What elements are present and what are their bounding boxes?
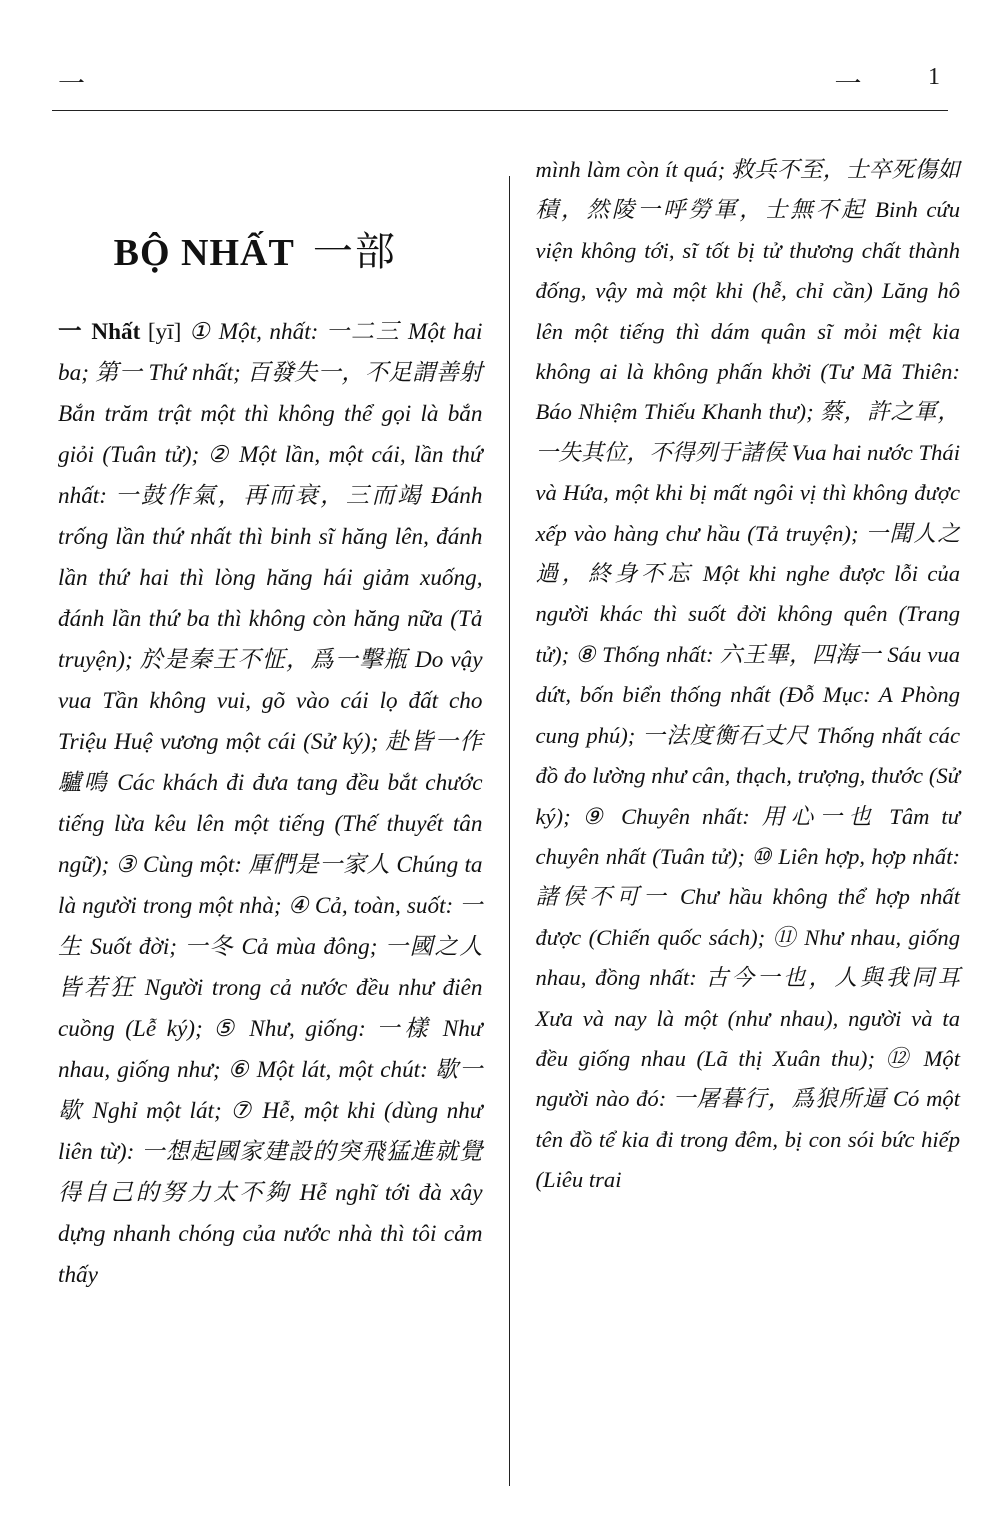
entry-senses-left: ① Một, nhất: 一二三 Một hai ba; 第一 Thứ nhất; 百發失一，不足謂善射 Bắn trăm trật một thì không thể gọi là bắn giỏi (Tuân tử); ② Một lần, một cái, lần thứ nhất: 一鼓作氣，再而衰，三而竭 Đánh trống lần thứ nhất thì binh sĩ hăng lên, đánh lần thứ hai thì lòng hăng hái giảm xuống, đánh lần thứ ba thì không còn hăng nữa (Tả truyện); 於是秦王不怔，爲一擊瓶 Do vậy vua Tần không vui, gõ vào cái lọ đất cho Triệu Huệ vương một cái (Sử ký); 赴皆一作驢鳴 Các khách đi đưa tang đều bắt chước tiếng lừa kêu lên một tiếng (Thế thuyết tân ngữ); ③ Cùng một: 厙們是一家人 Chúng ta là người trong một nhà; ④ Cả, toàn, suốt: 一生 Suốt đời; 一冬 Cả mùa đông; 一國之人皆若狂 Người trong cả nước đều như điên cuồng (Lễ ký); ⑤ Như, giống: 一樣 Như nhau, giống như; ⑥ Một lát, một chút: 歇一歇 Nghỉ một lát; ⑦ Hễ, một khi (dùng như liên từ): 一想起國家建設的突飛猛進就覺得自己的努力太不夠 Hễ nghĩ tới đà xây dựng nhanh chóng của nước nhà thì tôi cảm thấy	[58, 319, 483, 1288]
headword-character: 一	[58, 317, 84, 345]
header-right-radical: 一	[834, 69, 862, 100]
headword-pinyin: [yī]	[147, 319, 182, 345]
section-title-vn: BỘ NHẤT	[113, 232, 295, 274]
header-rule	[52, 110, 948, 111]
section-title	[58, 220, 483, 277]
running-header	[52, 62, 948, 112]
two-column-body	[58, 150, 960, 1488]
right-column	[536, 150, 961, 1488]
headword-reading: Nhất	[91, 319, 141, 345]
section-title-cjk: 一部	[312, 229, 397, 275]
column-divider	[509, 176, 510, 1486]
entry-body-left	[58, 311, 483, 1296]
page-number: 1	[928, 64, 940, 90]
left-column	[58, 150, 505, 1488]
header-left-radical: 一	[58, 69, 86, 100]
entry-senses-right: mình làm còn ít quá; 救兵不至，士卒死傷如積，然陵一呼勞軍，士無不起 Binh cứu viện không tới, sĩ tốt bị tử thương chất thành đống, vậy mà một khi (hễ, chỉ cần) Lăng hô lên một tiếng thì dám quân sĩ mỏi mệt kia không ai là không phấn khởi (Tư Mã Thiên: Báo Nhiệm Thiếu Khanh thư); 蔡，許之軍，一失其位，不得列于諸侯 Vua hai nước Thái và Hứa, một khi bị mất ngôi vị thì không được xếp vào hàng chư hầu (Tả truyện); 一聞人之過，終身不忘 Một khi nghe được lỗi của người khác thì suốt đời không quên (Trang tử); ⑧ Thống nhất: 六王畢，四海一 Sáu vua dứt, bốn biển thống nhất (Đỗ Mục: A Phòng cung phú); 一法度衡石丈尺 Thống nhất các đồ đo lường như cân, thạch, trượng, thước (Sử ký); ⑨ Chuyên nhất: 用心一也 Tâm tư chuyên nhất (Tuân tử); ⑩ Liên hợp, hợp nhất: 諸侯不可一 Chư hầu không thể hợp nhất được (Chiến quốc sách); ⑪ Như nhau, giống nhau, đồng nhất: 古今一也，人與我同耳 Xưa và nay là một (như nhau), người và ta đều giống nhau (Lã thị Xuân thu); ⑫ Một người nào đó: 一屠暮行，爲狼所逼 Có một tên đồ tể kia đi trong đêm, bị con sói bức hiếp (Liêu trai	[535, 157, 960, 1193]
